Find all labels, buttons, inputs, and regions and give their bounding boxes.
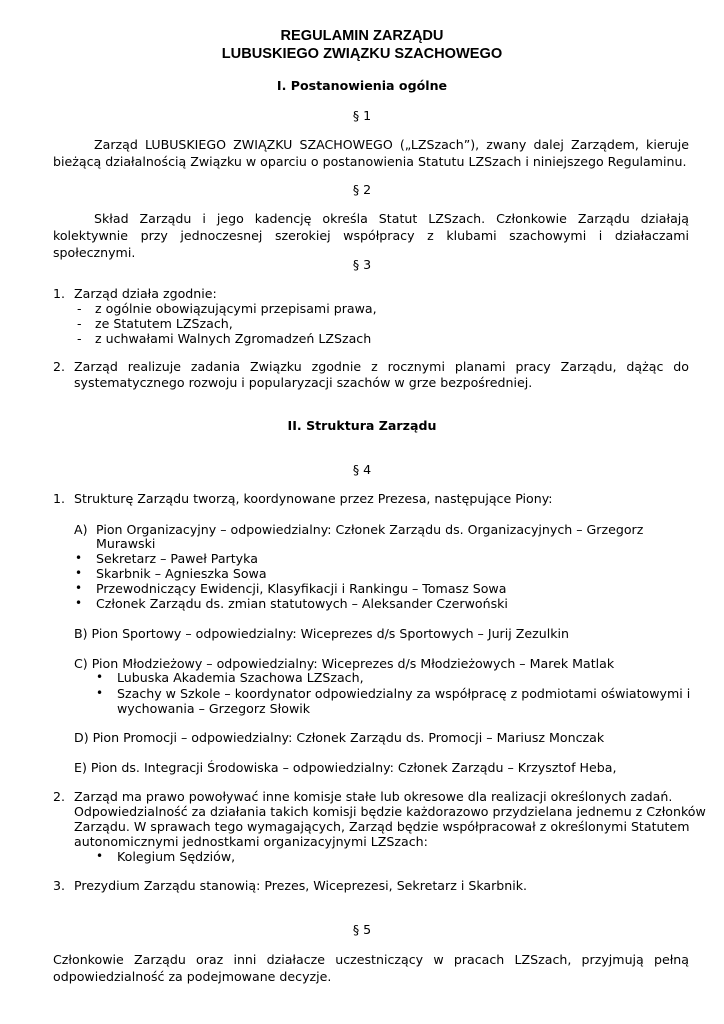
section-heading-structure: II. Struktura Zarządu xyxy=(287,418,437,433)
pion-c-member: Szachy w Szkole – koordynator odpowiedzialny za współpracę z podmiotami oświatowymi i xyxy=(117,686,691,701)
list-item-text-continued: Zarządu. W sprawach tego wymagających, Zarząd będzie współpracował z określonymi Statutem xyxy=(74,819,690,834)
list-item-text: Zarząd działa zgodnie: xyxy=(74,286,217,301)
pion-a-text: Pion Organizacyjny – odpowiedzialny: Członek Zarządu ds. Organizacyjnych – Grzegorz xyxy=(96,522,644,537)
paragraph-1-text: Zarząd LUBUSKIEGO ZWIĄZKU SZACHOWEGO („LZSzach”), zwany dalej Zarządem, kieruje bieżącą działalnością Związku w oparciu o postanowienia Statutu LZSzach i niniejszego Regulaminu. xyxy=(53,137,689,169)
bullet-marker: • xyxy=(75,566,83,580)
list-number: 2. xyxy=(53,359,66,374)
list-item-text-continued: Odpowiedzialność za działania takich komisji będzie każdorazowo przydzielana jednemu z Członków xyxy=(74,804,706,819)
paragraph-5-text: Członkowie Zarządu oraz inni działacze uczestniczący w pracach LZSzach, przyjmują pełną odpowiedzialność za podejmowane decyzje. xyxy=(53,952,689,984)
list-number: 2. xyxy=(53,789,66,804)
section-heading-general: I. Postanowienia ogólne xyxy=(276,78,448,93)
list-item-text-continued: autonomicznymi jednostkami organizacyjnymi LZSzach: xyxy=(74,834,428,849)
pion-a-member: Skarbnik – Agnieszka Sowa xyxy=(96,566,267,581)
dash-marker: - xyxy=(77,331,82,346)
list-number: 3. xyxy=(53,878,66,893)
commission-item: Kolegium Sędziów, xyxy=(117,849,236,864)
dash-marker: - xyxy=(77,316,82,331)
paragraph-sign-4: § 4 xyxy=(352,462,372,477)
paragraph-2-text: Skład Zarządu i jego kadencję określa Statut LZSzach. Członkowie Zarządu działają kolektywnie przy jednoczesnej szerokiej współpracy z klubami szachowymi i działaczami społecznymi. xyxy=(53,211,689,260)
bullet-marker: • xyxy=(96,686,104,700)
pion-a-text-continued: Murawski xyxy=(96,536,156,551)
pion-b-text: B) Pion Sportowy – odpowiedzialny: Wiceprezes d/s Sportowych – Jurij Zezulkin xyxy=(74,626,569,641)
dash-marker: - xyxy=(77,301,82,316)
pion-a-label: A) xyxy=(74,522,88,537)
bullet-marker: • xyxy=(96,670,104,684)
document-title-line2: LUBUSKIEGO ZWIĄZKU SZACHOWEGO xyxy=(221,46,503,62)
sub-list-item: z ogólnie obowiązującymi przepisami prawa, xyxy=(95,301,377,316)
bullet-marker: • xyxy=(75,596,83,610)
pion-c-text: C) Pion Młodzieżowy – odpowiedzialny: Wiceprezes d/s Młodzieżowych – Marek Matlak xyxy=(74,656,615,671)
sub-list-item: ze Statutem LZSzach, xyxy=(95,316,233,331)
pion-c-member-continued: wychowania – Grzegorz Słowik xyxy=(117,701,311,716)
list-item-text: Strukturę Zarządu tworzą, koordynowane przez Prezesa, następujące Piony: xyxy=(74,491,553,506)
pion-d-text: D) Pion Promocji – odpowiedzialny: Członek Zarządu ds. Promocji – Mariusz Monczak xyxy=(74,730,605,745)
pion-c-member: Lubuska Akademia Szachowa LZSzach, xyxy=(117,670,364,685)
list-number: 1. xyxy=(53,286,66,301)
sub-list-item: z uchwałami Walnych Zgromadzeń LZSzach xyxy=(95,331,372,346)
list-item-text: Zarząd realizuje zadania Związku zgodnie z rocznymi planami pracy Zarządu, dążąc do xyxy=(74,359,689,374)
paragraph-sign-5: § 5 xyxy=(352,922,372,937)
bullet-marker: • xyxy=(96,849,104,863)
pion-a-member: Przewodniczący Ewidencji, Klasyfikacji i Rankingu – Tomasz Sowa xyxy=(96,581,507,596)
list-number: 1. xyxy=(53,491,66,506)
bullet-marker: • xyxy=(75,581,83,595)
pion-a-member: Członek Zarządu ds. zmian statutowych – Aleksander Czerwoński xyxy=(96,596,508,611)
paragraph-sign-3: § 3 xyxy=(352,257,372,272)
pion-a-member: Sekretarz – Paweł Partyka xyxy=(96,551,258,566)
list-item-text: Prezydium Zarządu stanowią: Prezes, Wiceprezesi, Sekretarz i Skarbnik. xyxy=(74,878,528,893)
paragraph-sign-1: § 1 xyxy=(352,108,372,123)
list-item-text: Zarząd ma prawo powoływać inne komisje stałe lub okresowe dla realizacji określonych zadań. xyxy=(74,789,673,804)
document-title-line1: REGULAMIN ZARZĄDU xyxy=(280,28,444,44)
pion-e-text: E) Pion ds. Integracji Środowiska – odpowiedzialny: Członek Zarządu – Krzysztof Heba, xyxy=(74,760,617,775)
list-item-text-continued: systematycznego rozwoju i popularyzacji szachów w grze bezpośredniej. xyxy=(74,375,533,390)
paragraph-sign-2: § 2 xyxy=(352,182,372,197)
bullet-marker: • xyxy=(75,551,83,565)
